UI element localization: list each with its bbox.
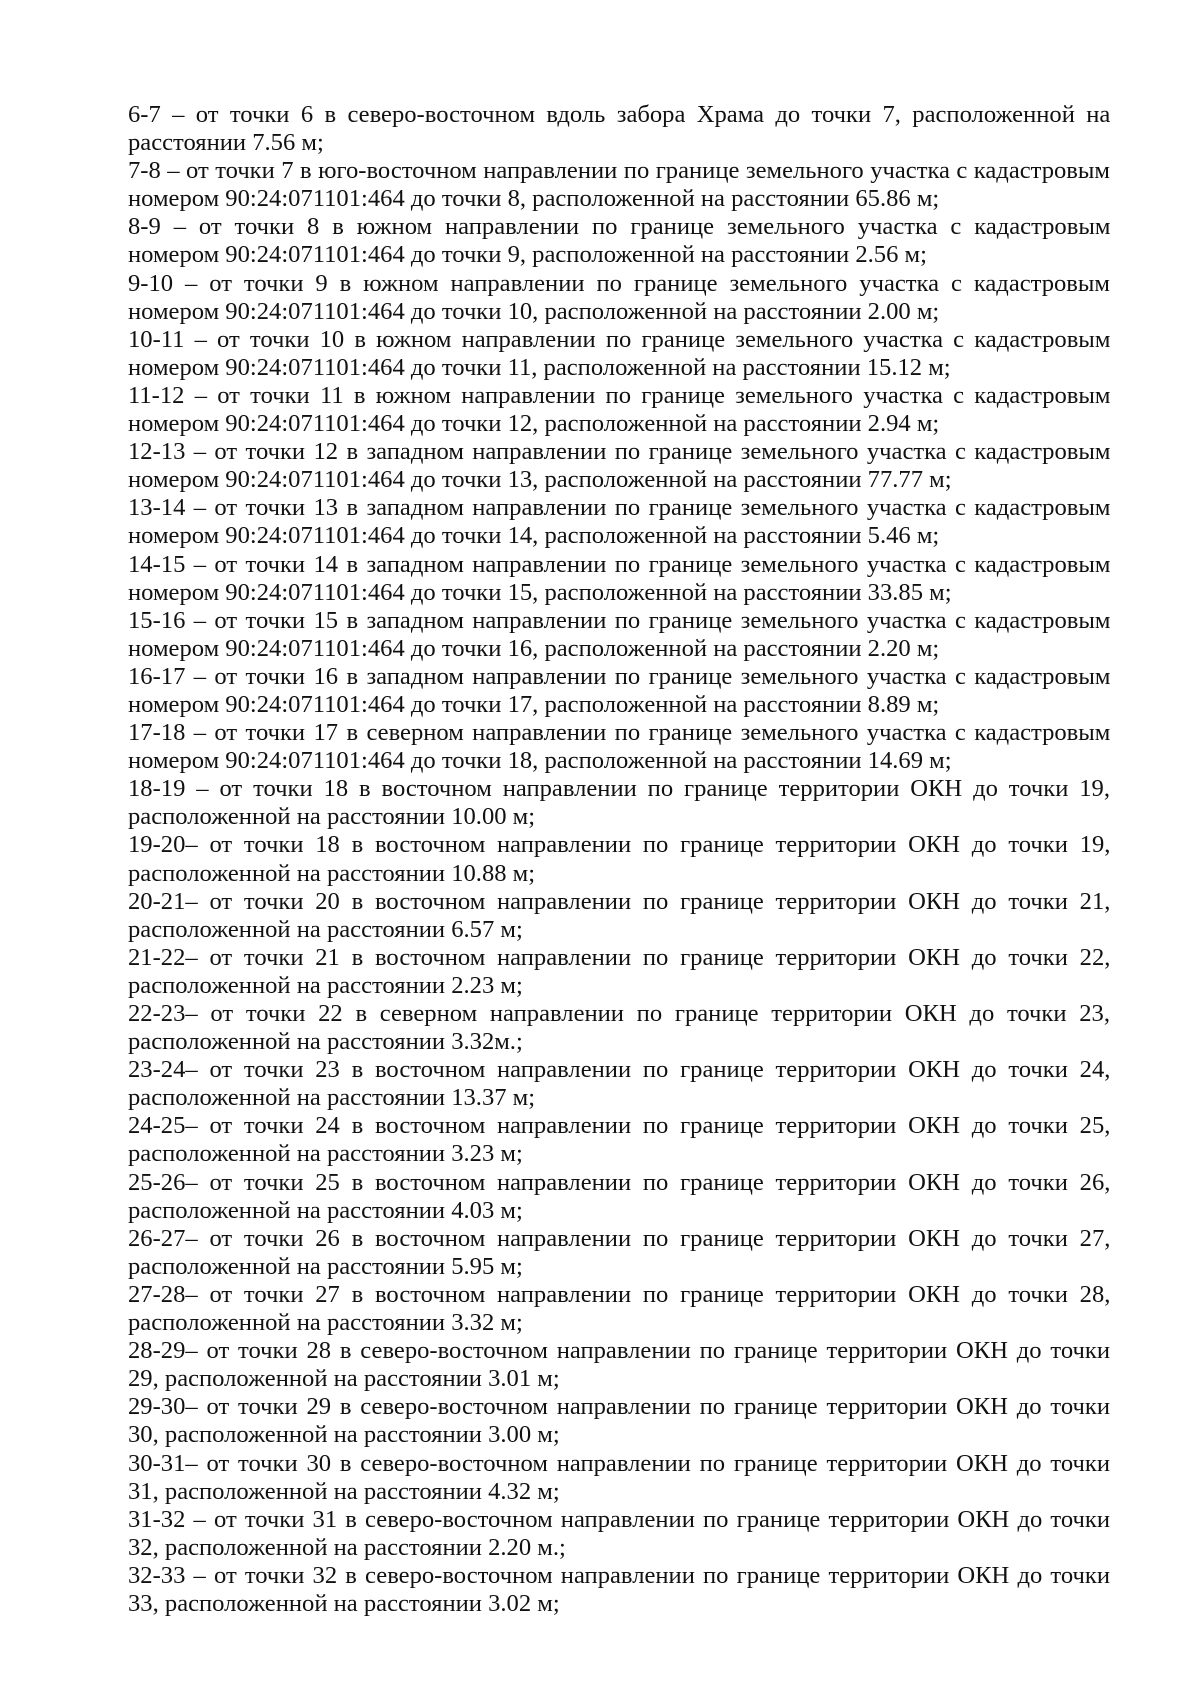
paragraph-line: номером 90:24:071101:464 до точки 12, расположенной на расстоянии 2.94 м;: [128, 410, 940, 438]
paragraph-line: расположенной на расстоянии 2.23 м;: [128, 971, 523, 999]
paragraph-line: 28-29– от точки 28 в северо-восточном направлении по границе территории ОКН до точки: [128, 1337, 1110, 1365]
boundary-segment-paragraph: [128, 494, 1110, 550]
paragraph-line: 31-32 – от точки 31 в северо-восточном направлении по границе территории ОКН до точки: [128, 1505, 1110, 1533]
boundary-segment-paragraph: [128, 1506, 1110, 1562]
paragraph-line: 16-17 – от точки 16 в западном направлении по границе земельного участка с кадастровым: [128, 662, 1111, 690]
boundary-segment-paragraph: [128, 157, 1110, 213]
paragraph-line: расположенной на расстоянии 3.23 м;: [128, 1140, 523, 1168]
paragraph-line: 9-10 – от точки 9 в южном направлении по границе земельного участка с кадастровым: [128, 269, 1110, 297]
paragraph-line: расположенной на расстоянии 6.57 м;: [128, 915, 523, 943]
paragraph-line: 31, расположенной на расстоянии 4.32 м;: [128, 1477, 560, 1505]
paragraph-line: расположенной на расстоянии 10.00 м;: [128, 803, 536, 831]
paragraph-line: 30-31– от точки 30 в северо-восточном направлении по границе территории ОКН до точки: [128, 1449, 1110, 1477]
paragraph-line: номером 90:24:071101:464 до точки 17, расположенной на расстоянии 8.89 м;: [128, 690, 940, 718]
paragraph-line: 20-21– от точки 20 в восточном направлении по границе территории ОКН до точки 21,: [128, 887, 1111, 915]
document-body: [128, 101, 1110, 1618]
paragraph-line: расположенной на расстоянии 10.88 м;: [128, 859, 536, 887]
paragraph-line: 26-27– от точки 26 в восточном направлении по границе территории ОКН до точки 27,: [128, 1224, 1111, 1252]
boundary-segment-paragraph: [128, 1337, 1110, 1393]
boundary-segment-paragraph: [128, 101, 1110, 157]
paragraph-line: 10-11 – от точки 10 в южном направлении по границе земельного участка с кадастровым: [128, 325, 1111, 353]
paragraph-line: 23-24– от точки 23 в восточном направлении по границе территории ОКН до точки 24,: [128, 1056, 1111, 1084]
paragraph-line: номером 90:24:071101:464 до точки 8, расположенной на расстоянии 65.86 м;: [128, 185, 940, 213]
boundary-segment-paragraph: [128, 1056, 1110, 1112]
paragraph-line: 17-18 – от точки 17 в северном направлении по границе земельного участка с кадастровым: [128, 719, 1111, 747]
paragraph-line: номером 90:24:071101:464 до точки 18, расположенной на расстоянии 14.69 м;: [128, 747, 952, 775]
paragraph-line: 21-22– от точки 21 в восточном направлении по границе территории ОКН до точки 22,: [128, 943, 1111, 971]
boundary-segment-paragraph: [128, 607, 1110, 663]
boundary-segment-paragraph: [128, 944, 1110, 1000]
paragraph-line: 29-30– от точки 29 в северо-восточном направлении по границе территории ОКН до точки: [128, 1393, 1110, 1421]
paragraph-line: расположенной на расстоянии 3.32 м;: [128, 1309, 523, 1337]
paragraph-line: расстоянии 7.56 м;: [128, 129, 324, 157]
paragraph-line: 19-20– от точки 18 в восточном направлении по границе территории ОКН до точки 19,: [128, 831, 1111, 859]
paragraph-line: 25-26– от точки 25 в восточном направлении по границе территории ОКН до точки 26,: [128, 1168, 1111, 1196]
boundary-segment-paragraph: [128, 831, 1110, 887]
paragraph-line: 24-25– от точки 24 в восточном направлении по границе территории ОКН до точки 25,: [128, 1112, 1111, 1140]
paragraph-line: расположенной на расстоянии 13.37 м;: [128, 1084, 536, 1112]
paragraph-line: 33, расположенной на расстоянии 3.02 м;: [128, 1589, 560, 1617]
paragraph-line: номером 90:24:071101:464 до точки 14, расположенной на расстоянии 5.46 м;: [128, 522, 940, 550]
boundary-segment-paragraph: [128, 270, 1110, 326]
paragraph-line: 14-15 – от точки 14 в западном направлении по границе земельного участка с кадастровым: [128, 550, 1111, 578]
paragraph-line: 32, расположенной на расстоянии 2.20 м.;: [128, 1533, 566, 1561]
boundary-segment-paragraph: [128, 1562, 1110, 1618]
paragraph-line: 6-7 – от точки 6 в северо-восточном вдоль забора Храма до точки 7, расположенной на: [128, 101, 1111, 128]
paragraph-line: номером 90:24:071101:464 до точки 11, расположенной на расстоянии 15.12 м;: [128, 353, 951, 381]
boundary-segment-paragraph: [128, 888, 1110, 944]
paragraph-line: 29, расположенной на расстоянии 3.01 м;: [128, 1365, 560, 1393]
paragraph-line: номером 90:24:071101:464 до точки 10, расположенной на расстоянии 2.00 м;: [128, 297, 940, 325]
boundary-segment-paragraph: [128, 213, 1110, 269]
paragraph-line: 18-19 – от точки 18 в восточном направлении по границе территории ОКН до точки 19,: [128, 775, 1110, 803]
boundary-segment-paragraph: [128, 382, 1110, 438]
boundary-segment-paragraph: [128, 1000, 1110, 1056]
boundary-segment-paragraph: [128, 1225, 1110, 1281]
boundary-segment-paragraph: [128, 719, 1110, 775]
paragraph-line: 11-12 – от точки 11 в южном направлении по границе земельного участка с кадастровым: [128, 381, 1111, 409]
paragraph-line: 12-13 – от точки 12 в западном направлении по границе земельного участка с кадастровым: [128, 438, 1111, 466]
paragraph-line: 30, расположенной на расстоянии 3.00 м;: [128, 1421, 560, 1449]
paragraph-line: 22-23– от точки 22 в северном направлении по границе территории ОКН до точки 23,: [128, 1000, 1110, 1027]
paragraph-line: 32-33 – от точки 32 в северо-восточном направлении по границе территории ОКН до точки: [128, 1561, 1110, 1589]
boundary-segment-paragraph: [128, 663, 1110, 719]
paragraph-line: 8-9 – от точки 8 в южном направлении по границе земельного участка с кадастровым: [128, 213, 1111, 241]
paragraph-line: номером 90:24:071101:464 до точки 16, расположенной на расстоянии 2.20 м;: [128, 634, 940, 662]
paragraph-line: номером 90:24:071101:464 до точки 13, расположенной на расстоянии 77.77 м;: [128, 466, 952, 494]
boundary-segment-paragraph: [128, 775, 1110, 831]
boundary-segment-paragraph: [128, 1393, 1110, 1449]
boundary-segment-paragraph: [128, 1169, 1110, 1225]
boundary-segment-paragraph: [128, 1281, 1110, 1337]
paragraph-line: 13-14 – от точки 13 в западном направлении по границе земельного участка с кадастровым: [128, 494, 1111, 522]
boundary-segment-paragraph: [128, 326, 1110, 382]
boundary-segment-paragraph: [128, 1450, 1110, 1506]
paragraph-line: расположенной на расстоянии 4.03 м;: [128, 1196, 523, 1224]
paragraph-line: номером 90:24:071101:464 до точки 9, расположенной на расстоянии 2.56 м;: [128, 241, 927, 269]
paragraph-line: 7-8 – от точки 7 в юго-восточном направлении по границе земельного участка с кадастровым: [128, 157, 1110, 185]
boundary-segment-paragraph: [128, 1112, 1110, 1168]
paragraph-line: расположенной на расстоянии 5.95 м;: [128, 1252, 523, 1280]
paragraph-line: номером 90:24:071101:464 до точки 15, расположенной на расстоянии 33.85 м;: [128, 578, 952, 606]
paragraph-line: 27-28– от точки 27 в восточном направлении по границе территории ОКН до точки 28,: [128, 1280, 1111, 1308]
paragraph-line: расположенной на расстоянии 3.32м.;: [128, 1028, 523, 1056]
boundary-segment-paragraph: [128, 438, 1110, 494]
boundary-segment-paragraph: [128, 551, 1110, 607]
paragraph-line: 15-16 – от точки 15 в западном направлении по границе земельного участка с кадастровым: [128, 606, 1111, 634]
